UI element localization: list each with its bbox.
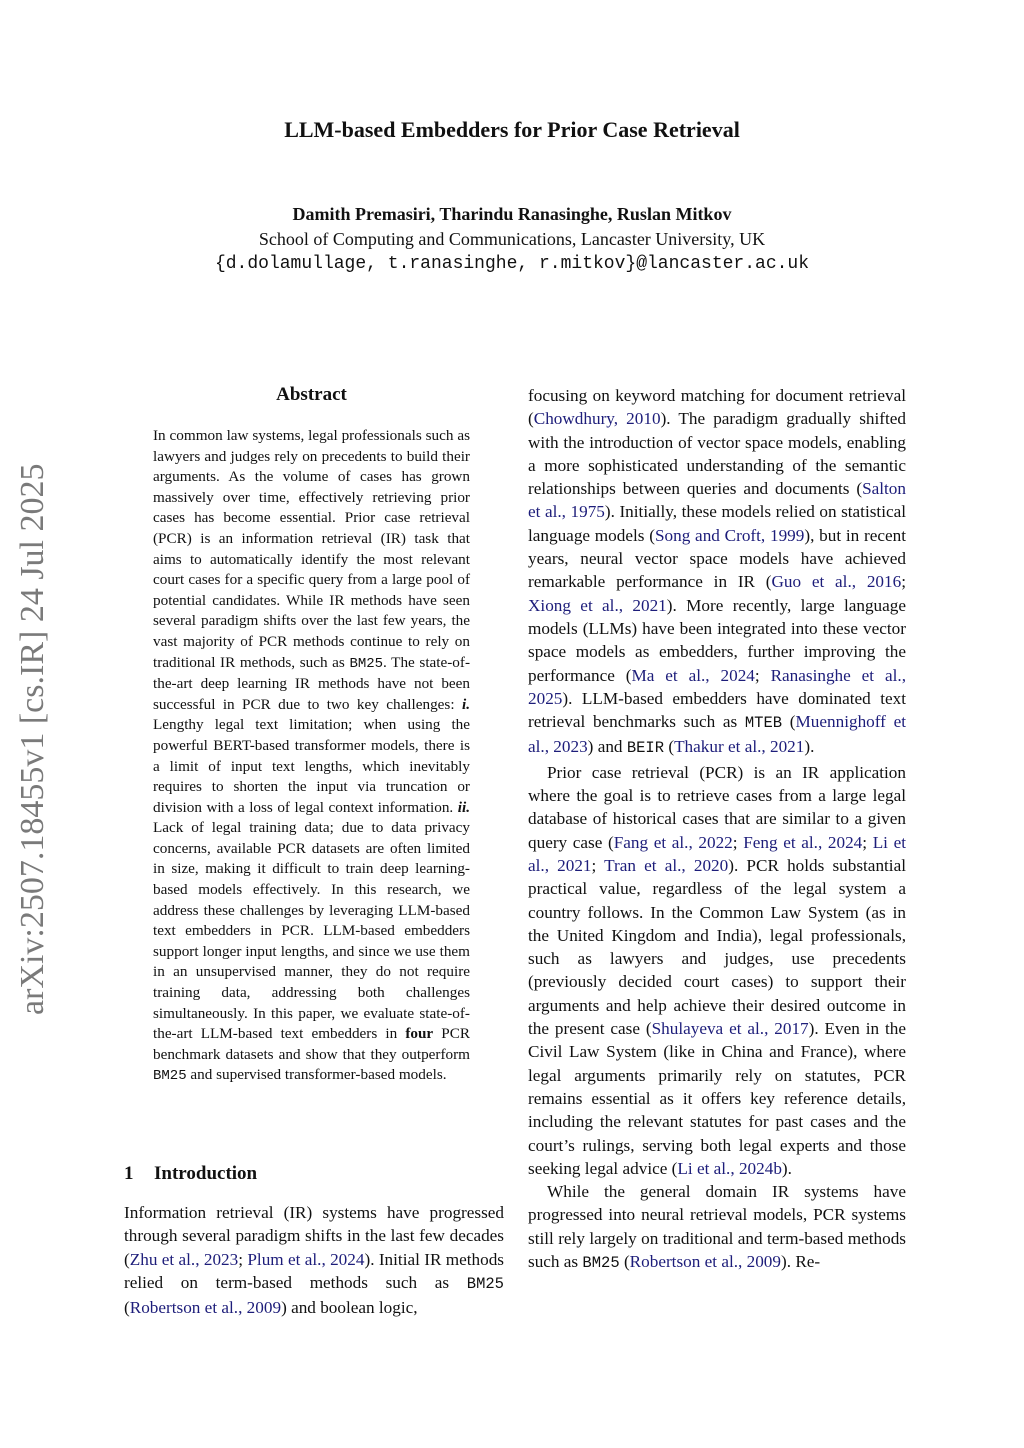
benchmark-name: MTEB [744, 714, 783, 733]
challenge-marker: i. [461, 695, 470, 713]
author-emails: {d.dolamullage, t.ranasinghe, r.mitkov}@lancaster.ac.uk [214, 254, 810, 274]
citation-link[interactable]: Robertson et al., 2009 [629, 1251, 781, 1271]
paragraph: While the general domain IR systems have progressed into neural retrieval models, PCR systems still rely largely on traditional and term-based methods such as BM25 (Robertson et al., 2009). Re- [528, 1182, 906, 1272]
affiliation: School of Computing and Communications, Lancaster University, UK [258, 229, 766, 249]
citation-link[interactable]: Salton et al., 1975 [528, 479, 906, 522]
section-number: 1 [124, 1163, 134, 1184]
emphasis-four: four [405, 1025, 434, 1043]
citation-link[interactable]: Ranasinghe et al., 2025 [528, 665, 906, 708]
citation-link[interactable]: Feng et al., 2024 [743, 832, 863, 852]
bm25-term: BM25 [349, 655, 384, 672]
citation-link[interactable]: Song and Croft, 1999 [654, 525, 805, 545]
citation-link[interactable]: Plum et al., 2024 [247, 1249, 365, 1269]
abstract-body: In common law systems, legal professionals such as lawyers and judges rely on precedents to build their arguments. As the volume of cases has grown massively over time, effectively retrieving prior cases has become essential. Prior case retrieval (PCR) is an information retrieval (IR) task that aims to automatically identify the most relevant court cases for a specific query from a large pool of potential candidates. While IR methods have seen several paradigm shifts over the last few years, the vast majority of PCR methods continue to rely on traditional IR methods, such as BM25. The state-of-the-art deep learning IR methods have not been successful in PCR due to two key challenges: i. Lengthy legal text limitation; when using the powerful BERT-based transformer models, there is a limit of input text lengths, which inevitably requires to shorten the input via truncation or division with a loss of legal context information. ii. Lack of legal training data; due to data privacy concerns, available PCR datasets are often limited in size, making it difficult to train deep learning-based models effectively. In this research, we address these challenges by leveraging LLM-based text embedders in PCR. LLM-based embedders support longer input lengths, and since we use them in an unsupervised manner, they do not require training data, addressing both challenges simultaneously. In this paper, we evaluate state-of-the-art LLM-based text embedders in four PCR benchmark datasets and show that they outperform BM25 and supervised transformer-based models. [153, 427, 471, 1085]
challenge-marker: ii. [457, 798, 470, 816]
citation-link[interactable]: Zhu et al., 2023 [129, 1249, 239, 1269]
citation-link[interactable]: Robertson et al., 2009 [129, 1298, 282, 1318]
citation-link[interactable]: Shulayeva et al., 2017 [651, 1019, 809, 1039]
section-title: Introduction [154, 1163, 258, 1184]
section-heading-introduction [124, 1163, 504, 1185]
bm25-term: BM25 [153, 1068, 187, 1085]
paragraph: Information retrieval (IR) systems have progressed through several paradigm shifts in the last few decades (Zhu et al., 2023; Plum et al., 2024). Initial IR methods relied on term-based methods such as BM25 (Robertson et al., 2009) and boolean logic, [124, 1203, 504, 1318]
right-column [528, 384, 906, 1275]
citation-link[interactable]: Chowdhury, 2010 [533, 409, 661, 429]
citation-link[interactable]: Muennighoff et al., 2023 [528, 712, 906, 757]
citation-link[interactable]: Tran et al., 2020 [604, 855, 729, 875]
citation-link[interactable]: Guo et al., 2016 [771, 572, 902, 592]
paper-title: LLM-based Embedders for Prior Case Retrieval [284, 117, 740, 142]
intro-paragraph-left [124, 1201, 504, 1319]
citation-link[interactable]: Thakur et al., 2021 [674, 737, 805, 757]
citation-link[interactable]: Li et al., 2021 [528, 832, 907, 875]
citation-link[interactable]: Ma et al., 2024 [631, 665, 755, 685]
arxiv-identifier-stamp: arXiv:2507.18455v1 [cs.IR] 24 Jul 2025 [14, 463, 51, 1015]
citation-link[interactable]: Xiong et al., 2021 [528, 595, 667, 615]
paragraph: Prior case retrieval (PCR) is an IR application where the goal is to retrieve cases from a large legal database of historical cases that are similar to a given query case (Fang et al., 2022; Feng et al., 2024; Li et al., 2021; Tran et al., 2020). PCR holds substantial practical value, regardless of the legal system a country follows. In the Common Law System (as in the United Kingdom and India), legal professionals, such as lawyers and judges, use precedents (previously decided court cases) to support their arguments and help achieve their desired outcome in the present case (Shulayeva et al., 2017). Even in the Civil Law System (like in China and France), where legal arguments primarily rely on statutes, PCR remains essential as it offers key reference details, including the relevant statutes for past cases and the court’s rulings, serving both legal experts and those seeking legal advice (Li et al., 2024b). [528, 762, 907, 1178]
author-list: Damith Premasiri, Tharindu Ranasinghe, Ruslan Mitkov [292, 204, 732, 224]
citation-link[interactable]: Li et al., 2024b [677, 1158, 782, 1178]
bm25-term: BM25 [466, 1274, 504, 1293]
bm25-term: BM25 [582, 1253, 620, 1272]
benchmark-name: BEIR [626, 739, 665, 758]
paragraph: focusing on keyword matching for document retrieval (Chowdhury, 2010). The paradigm gradually shifted with the introduction of vector space models, enabling a more sophisticated understanding of the semantic relationships between queries and documents (Salton et al., 1975). Initially, these models relied on statistical language models (Song and Croft, 1999), but in recent years, neural vector space models have achieved remarkable performance in IR (Guo et al., 2016; Xiong et al., 2021). More recently, large language models (LLMs) have been integrated into these vector space models as embedders, further improving the performance (Ma et al., 2024; Ranasinghe et al., 2025). LLM-based embedders have dominated text retrieval benchmarks such as MTEB (Muennighoff et al., 2023) and BEIR (Thakur et al., 2021). [528, 386, 907, 758]
abstract-heading: Abstract [276, 384, 347, 405]
citation-link[interactable]: Fang et al., 2022 [613, 832, 733, 852]
